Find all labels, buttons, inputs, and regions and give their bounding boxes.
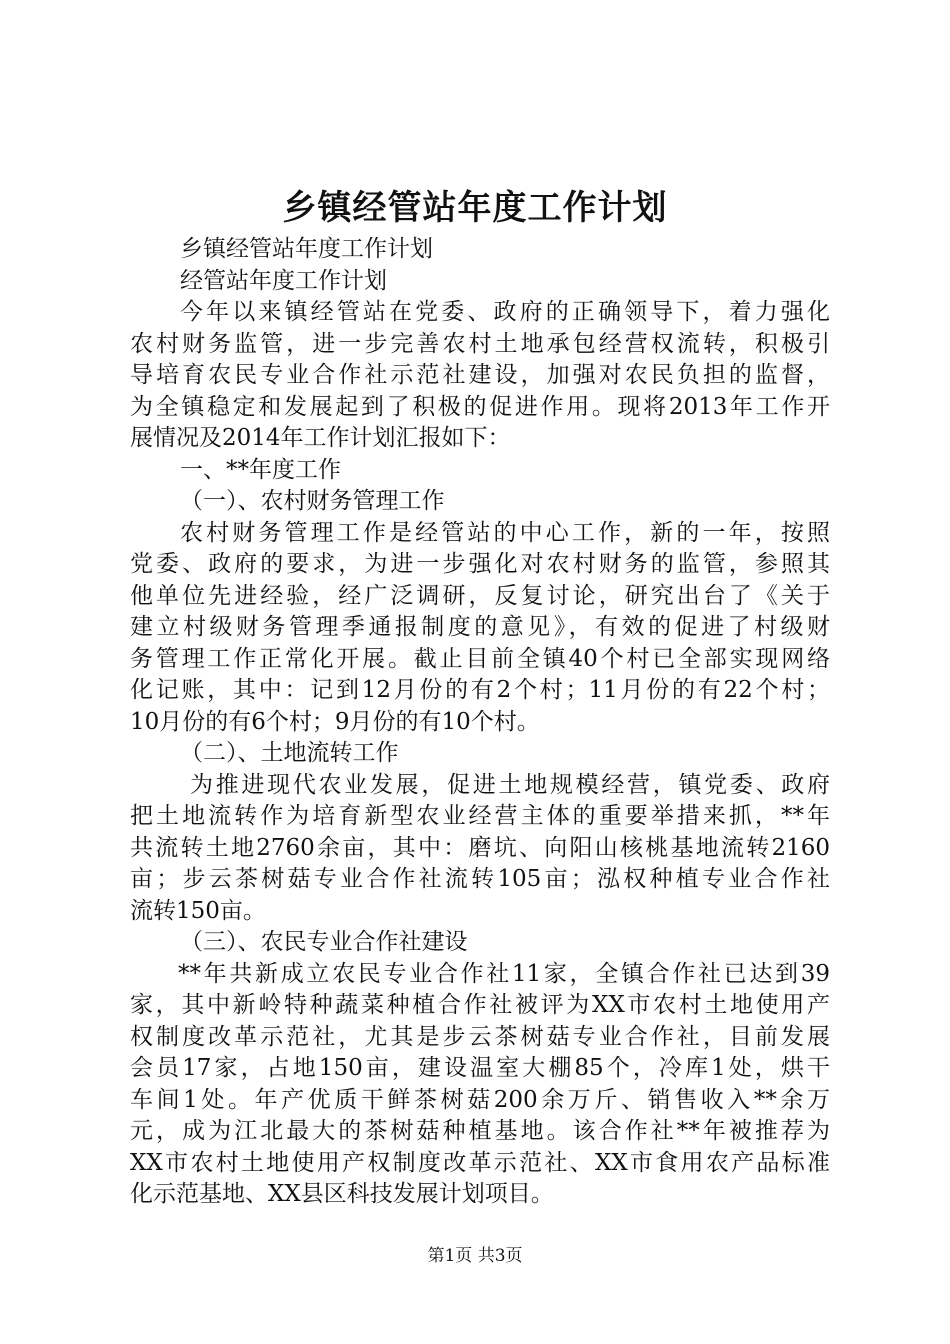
paragraph-line: 今年以来镇经管站在党委、政府的正确领导下，着力强化	[180, 299, 830, 325]
paragraph-line: 共流转土地2760余亩，其中：磨坑、向阳山核桃基地流转2160	[130, 834, 830, 861]
paragraph-line: 车间1处。年产优质干鲜茶树菇200余万斤、销售收入**余万	[130, 1086, 830, 1113]
paragraph-line: 他单位先进经验，经广泛调研，反复讨论，研究出台了《关于	[130, 582, 830, 609]
paragraph-line: 导培育农民专业合作社示范社建设，加强对农民负担的监督，	[130, 362, 830, 388]
paragraph-line: **年共新成立农民专业合作社11家，全镇合作社已达到39	[178, 960, 830, 987]
paragraph-line: 化示范基地、XX县区科技发展计划项目。	[130, 1181, 554, 1207]
paragraph-line: 农村财务管理工作是经管站的中心工作，新的一年，按照	[180, 519, 830, 546]
subsection-heading: （三）、农民专业合作社建设	[180, 929, 468, 955]
paragraph-line: 化记账，其中：记到12月份的有2个村；11月份的有22个村；	[130, 677, 830, 703]
subsection-heading: （一）、农村财务管理工作	[180, 488, 445, 514]
document-title: 乡镇经管站年度工作计划	[282, 188, 668, 228]
paragraph-line: 展情况及2014年工作计划汇报如下：	[130, 425, 511, 451]
paragraph-line: 权制度改革示范社，尤其是步云茶树菇专业合作社，目前发展	[130, 1023, 830, 1050]
paragraph-line: 为全镇稳定和发展起到了积极的促进作用。现将2013年工作开	[130, 393, 830, 420]
paragraph-line: 10月份的有6个村；9月份的有10个村。	[130, 708, 540, 735]
paragraph-line: 元，成为江北最大的茶树菇种植基地。该合作社**年被推荐为	[130, 1118, 830, 1144]
paragraph-line: 为推进现代农业发展，促进土地规模经营，镇党委、政府	[190, 771, 830, 798]
paragraph-line: XX市农村土地使用产权制度改革示范社、XX市食用农产品标准	[130, 1149, 830, 1176]
paragraph-line: 务管理工作正常化开展。截止目前全镇40个村已全部实现网络	[130, 645, 830, 672]
paragraph-line: 把土地流转作为培育新型农业经营主体的重要举措来抓，**年	[130, 803, 830, 829]
paragraph-line: 党委、政府的要求，为进一步强化对农村财务的监管，参照其	[130, 551, 830, 577]
paragraph-line: 会员17家，占地150亩，建设温室大棚85个，冷库1处，烘干	[130, 1055, 830, 1081]
paragraph-line: 家，其中新岭特种蔬菜种植合作社被评为XX市农村土地使用产	[130, 992, 830, 1018]
section-heading: 一、**年度工作	[180, 456, 341, 483]
paragraph-line: 建立村级财务管理季通报制度的意见》，有效的促进了村级财	[130, 614, 830, 640]
document-body	[130, 234, 830, 1211]
paragraph-line: 亩；步云茶树菇专业合作社流转105亩；泓权种植专业合作社	[130, 866, 830, 892]
subtitle-line: 乡镇经管站年度工作计划	[180, 236, 433, 262]
subsection-heading: （二）、土地流转工作	[180, 740, 399, 766]
paragraph-line: 流转150亩。	[130, 897, 266, 924]
subtitle-line: 经管站年度工作计划	[180, 267, 387, 294]
paragraph-line: 农村财务监管，进一步完善农村土地承包经营权流转，积极引	[130, 330, 830, 357]
page-number: 第1页 共3页	[427, 1246, 523, 1266]
